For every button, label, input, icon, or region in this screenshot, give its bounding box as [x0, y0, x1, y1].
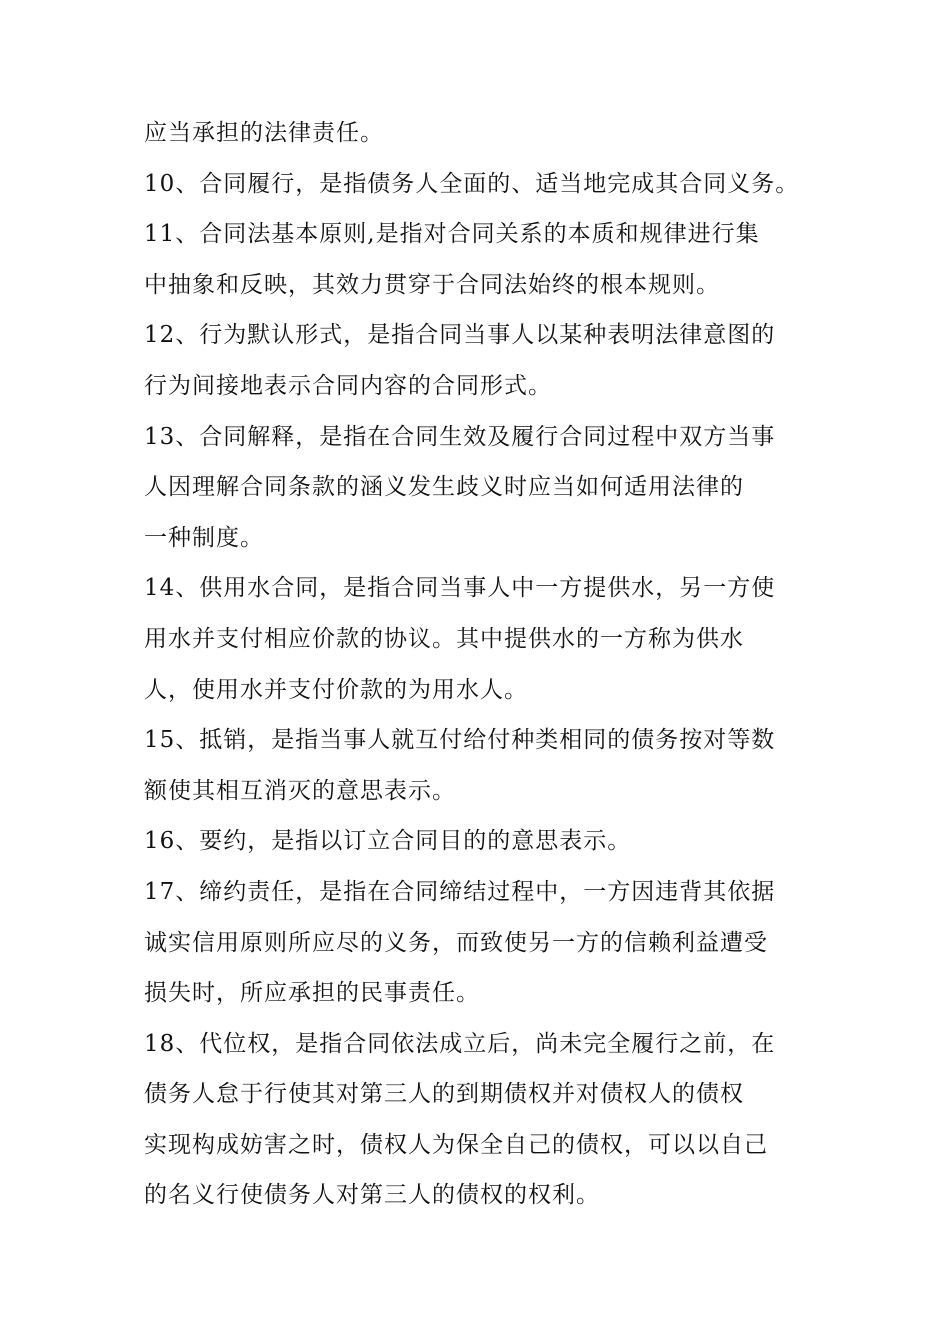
text-line: 额使其相互消灭的意思表示。 — [144, 777, 456, 804]
text-line: 18、代位权，是指合同依法成立后，尚未完全履行之前，在 — [144, 1030, 776, 1057]
text-line: 实现构成妨害之时，债权人为保全自己的债权，可以以自己 — [144, 1131, 768, 1158]
text-line: 中抽象和反映，其效力贯穿于合同法始终的根本规则。 — [144, 271, 720, 298]
text-line: 13、合同解释，是指在合同生效及履行合同过程中双方当事 — [144, 423, 776, 450]
text-line: 人因理解合同条款的涵义发生歧义时应当如何适用法律的 — [144, 474, 744, 501]
text-line: 人，使用水并支付价款的为用水人。 — [144, 676, 528, 703]
text-line: 用水并支付相应价款的协议。其中提供水的一方称为供水 — [144, 625, 744, 652]
text-line: 17、缔约责任，是指在合同缔结过程中，一方因违背其依据 — [144, 878, 776, 905]
text-line: 诚实信用原则所应尽的义务，而致使另一方的信赖利益遭受 — [144, 929, 768, 956]
text-line: 行为间接地表示合同内容的合同形式。 — [144, 372, 552, 399]
text-line: 12、行为默认形式，是指合同当事人以某种表明法律意图的 — [144, 322, 776, 349]
text-line: 债务人怠于行使其对第三人的到期债权并对债权人的债权 — [144, 1081, 744, 1108]
document-body — [144, 108, 824, 1221]
text-line: 16、要约，是指以订立合同目的的意思表示。 — [144, 828, 632, 855]
text-line: 10、合同履行，是指债务人全面的、适当地完成其合同义务。 — [144, 170, 800, 197]
text-line: 15、抵销，是指当事人就互付给付种类相同的债务按对等数 — [144, 727, 776, 754]
text-line: 14、供用水合同，是指合同当事人中一方提供水，另一方使 — [144, 575, 776, 602]
text-line: 应当承担的法律责任。 — [144, 120, 384, 146]
text-line: 一种制度。 — [144, 524, 264, 551]
text-line: 11、合同法基本原则,是指对合同关系的本质和规律进行集 — [144, 221, 760, 248]
text-line: 的名义行使债务人对第三人的债权的权利。 — [144, 1182, 600, 1209]
text-line: 损失时，所应承担的民事责任。 — [144, 980, 480, 1007]
